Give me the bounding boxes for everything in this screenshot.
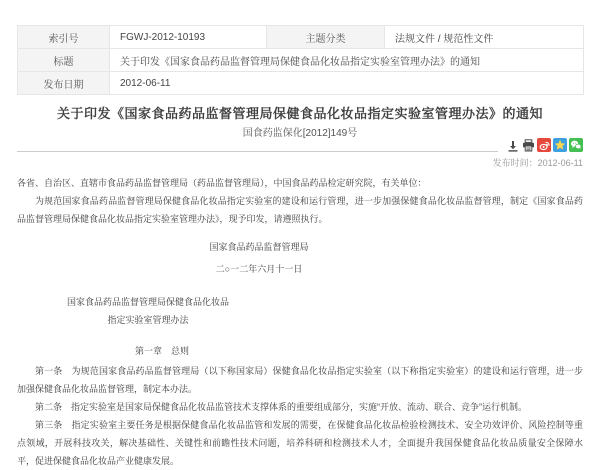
download-icon[interactable] <box>506 139 519 152</box>
metadata-table <box>17 25 584 95</box>
table-row <box>18 72 584 95</box>
law-title-line2: 指定实验室管理办法 <box>107 315 189 325</box>
chapter-heading: 第一章 总则 <box>134 346 189 356</box>
table-row <box>18 49 584 72</box>
law-title-block <box>17 293 583 329</box>
publish-time: 发布时间：2012-06-11 <box>492 158 583 168</box>
article-3: 第三条 指定实验室主要任务是根据保健食品化妆品监管和发展的需要，在保健食品化妆品检验检测技术、安全功效评价、风险控制等重点领域，开展科技攻关，解决基础性、关键性和前瞻性技术问题，培养科研和检测技术人才，全面提升我国保健食品化妆品质量安全保障水平，促进保健食品化妆品产业健康发展。 <box>17 420 583 466</box>
print-icon[interactable] <box>522 139 535 152</box>
article-1: 第一条 为规范国家食品药品监督管理局（以下称国家局）保健食品化妆品指定实验室（以下称指定实验室）的建设和运行管理，进一步加强保健食品化妆品监督管理，制定本办法。 <box>17 366 583 394</box>
category-value: 法规文件 / 规范性文件 <box>385 26 584 49</box>
signature-name: 国家食品药品监督管理局 <box>209 242 309 252</box>
document-number: 国食药监保化[2012]149号 <box>242 128 358 139</box>
toolbar <box>17 138 583 152</box>
article-2: 第二条 指定实验室是国家局保健食品化妆品监管技术支撑体系的重要组成部分，实施“开放、流动、联合、竞争”运行机制。 <box>35 402 527 412</box>
index-number-label: 索引号 <box>18 26 110 49</box>
table-row <box>18 26 584 49</box>
divider <box>17 151 498 152</box>
page-title: 关于印发《国家食品药品监督管理局保健食品化妆品指定实验室管理办法》的通知 <box>56 106 543 121</box>
category-label: 主题分类 <box>267 26 385 49</box>
signature-block <box>17 236 583 280</box>
weibo-share-icon[interactable] <box>537 138 551 152</box>
document-body <box>0 172 600 470</box>
intro-paragraph: 为规范国家食品药品监督管理局保健食品化妆品指定实验室的建设和运行管理，进一步加强保健食品化妆品监督管理，制定《国家食品药品监督管理局保健食品化妆品指定实验室管理办法》，现予印发，请遵照执行。 <box>17 196 583 224</box>
articles <box>17 362 583 470</box>
publish-date-value: 2012-06-11 <box>110 72 584 95</box>
qzone-share-icon[interactable] <box>553 138 567 152</box>
title-label: 标题 <box>18 49 110 72</box>
salutation: 各省、自治区、直辖市食品药品监督管理局（药品监督管理局），中国食品药品检定研究院，有关单位： <box>17 178 427 188</box>
law-title-line1: 国家食品药品监督管理局保健食品化妆品 <box>66 297 229 307</box>
publish-date-label: 发布日期 <box>18 72 110 95</box>
index-number-value: FGWJ-2012-10193 <box>110 26 267 49</box>
title-value: 关于印发《国家食品药品监督管理局保健食品化妆品指定实验室管理办法》的通知 <box>110 49 584 72</box>
signature-date: 二○一二年六月十一日 <box>215 264 303 274</box>
wechat-share-icon[interactable] <box>569 138 583 152</box>
